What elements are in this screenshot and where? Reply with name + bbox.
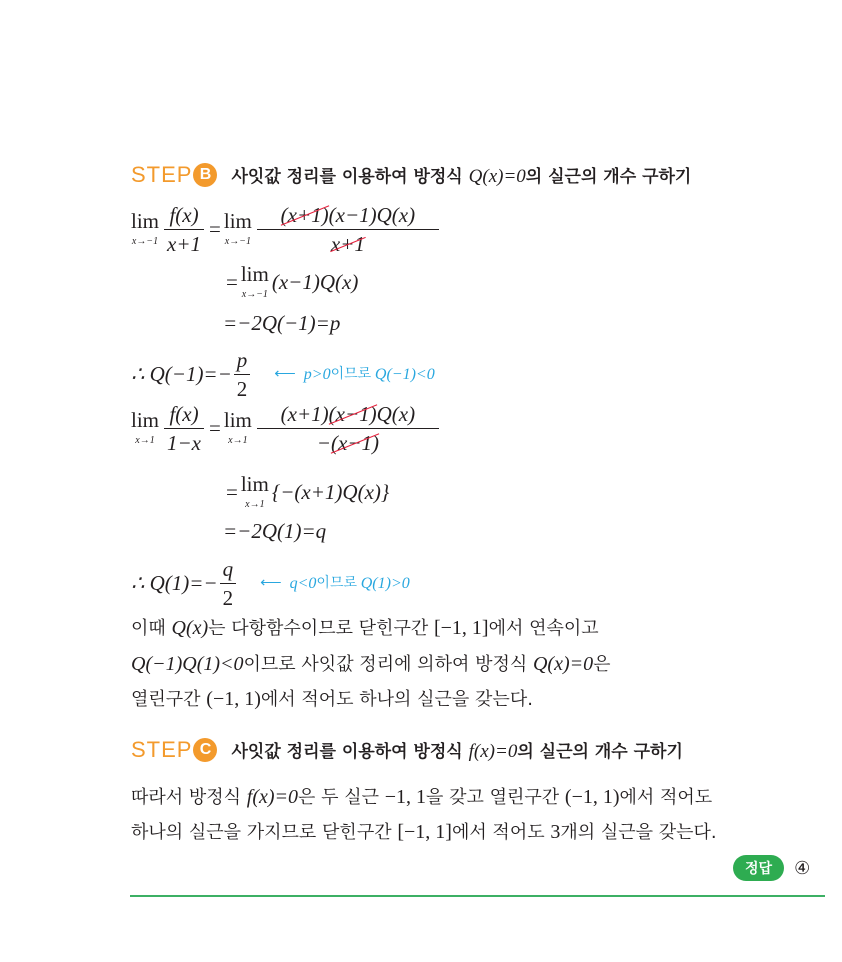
equation-b2-line2: = lim x→1 {−(x+1)Q(x)}	[226, 472, 390, 510]
step-c-letter-badge: C	[193, 738, 217, 762]
therefore-q-1: ∴ Q(1)=− $\frac{q}{2}$ ⟵ q<0 이므로 Q(1)>0	[131, 557, 410, 610]
step-c-heading	[131, 732, 683, 768]
cancel-mark: (x−1)	[330, 431, 379, 455]
cancel-mark: (x+1)	[280, 203, 329, 227]
step-b-label: STEP	[131, 162, 193, 187]
answer-value: ④	[794, 857, 811, 879]
left-arrow-icon: ⟵	[274, 366, 296, 382]
section-divider	[130, 895, 825, 897]
answer-row	[733, 855, 810, 881]
equation-b-line1: lim x→−1 $\frac{f(x)}{x+1}$ = lim x→−1 $\frac{(x+1)(x-1)Q(x)}{x+1}$	[131, 204, 441, 255]
equation-b2-line1: lim x→1 $\frac{f(x)}{1-x}$ = lim x→1 $\frac{(x+1)(x-1)Q(x)}{-(x-1)}$	[131, 403, 441, 454]
answer-badge: 정답	[733, 855, 784, 881]
paragraph-c-line1: 따라서 방정식 f(x)=0은 두 실근 −1, 1을 갖고 열린구간 (−1, 1)에서 적어도	[131, 786, 713, 808]
equation-b-line3: =−2Q(−1)=p	[223, 311, 341, 335]
step-b-title: 사잇값 정리를 이용하여 방정식 Q(x)=0의 실근의 개수 구하기	[231, 166, 692, 187]
cancel-mark: (x−1)	[328, 402, 377, 426]
paragraph-b-line3: 열린구간 (−1, 1)에서 적어도 하나의 실근을 갖는다.	[131, 688, 533, 710]
fraction-lhs: $\frac{f(x)}{x+1}$	[164, 204, 204, 255]
paragraph-b-line1: 이때 Q(x)는 다항함수이므로 닫힌구간 [−1, 1]에서 연속이고	[131, 617, 599, 639]
step-c-label: STEP	[131, 737, 193, 762]
paragraph-c-line2: 하나의 실근을 가지므로 닫힌구간 [−1, 1]에서 적어도 3개의 실근을 갖는다.	[131, 821, 717, 843]
limit-operator: lim x→−1	[131, 209, 160, 247]
limit-operator: lim x→−1	[223, 209, 252, 247]
fraction-rhs: $\frac{(x+1)(x-1)Q(x)}{x+1}$	[257, 204, 439, 255]
left-arrow-icon: ⟵	[260, 575, 282, 591]
therefore-q-minus1: ∴ Q(−1)=− $\frac{p}{2}$ ⟵ p>0 이므로 Q(−1)<0	[131, 348, 435, 401]
paragraph-b-line2: Q(−1)Q(1)<0이므로 사잇값 정리에 의하여 방정식 Q(x)=0은	[131, 653, 611, 675]
cancel-mark: x+1	[330, 232, 365, 256]
step-b-heading	[131, 157, 691, 193]
step-c-title: 사잇값 정리를 이용하여 방정식 f(x)=0의 실근의 개수 구하기	[231, 741, 683, 762]
equation-b2-line3: =−2Q(1)=q	[223, 519, 327, 543]
note-q-negative: ⟵ q<0 이므로 Q(1)>0	[260, 574, 410, 592]
note-p-positive: ⟵ p>0 이므로 Q(−1)<0	[274, 365, 435, 383]
step-b-letter-badge: B	[193, 163, 217, 187]
equation-b-line2: = lim x→−1 (x−1)Q(x)	[226, 262, 359, 300]
